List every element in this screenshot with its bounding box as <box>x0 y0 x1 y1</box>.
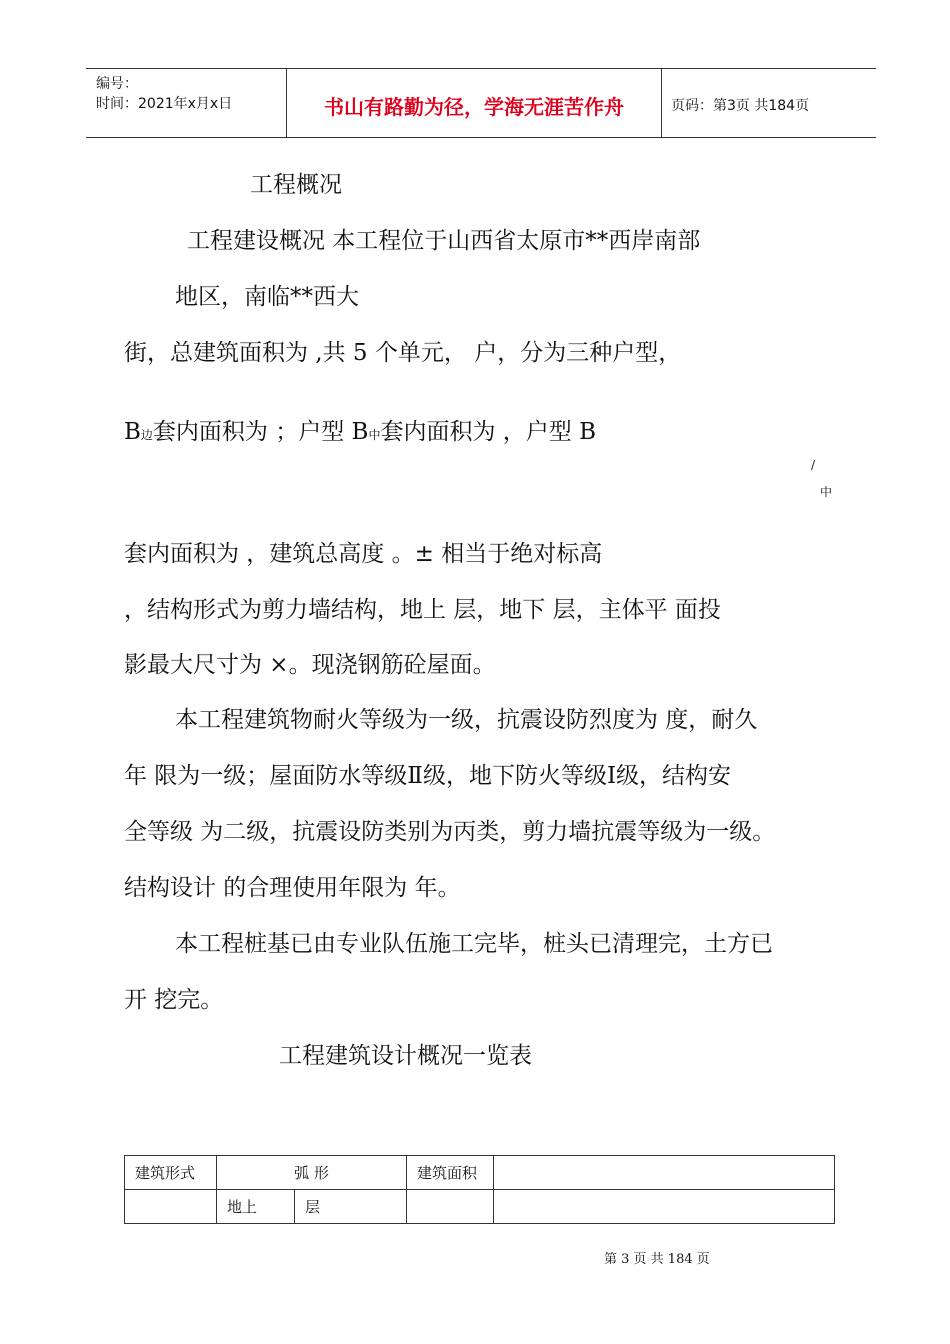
paragraph-line: 年 限为一级；屋面防水等级Ⅱ级，地下防火等级Ⅰ级，结构安 <box>124 763 732 789</box>
design-overview-table <box>124 1155 835 1224</box>
paragraph-line: 开 挖完。 <box>124 987 224 1013</box>
header-page-cell <box>661 69 876 137</box>
margin-zhong-mark: 中 <box>820 485 833 499</box>
paragraph-line: 结构设计 的合理使用年限为 年。 <box>124 875 461 901</box>
document-number-label: 编号： <box>96 76 138 92</box>
unit-type-b: B <box>124 419 141 445</box>
paragraph-line: 地区，南临**西大 <box>175 284 359 310</box>
header-left-cell <box>86 69 286 137</box>
table-row <box>125 1190 835 1224</box>
page-header <box>86 68 876 138</box>
unit-type-b-subscript: 中 <box>368 428 381 442</box>
table-cell: 地上 <box>217 1190 295 1224</box>
page-footer: 第 3 页 共 184 页 <box>604 1252 710 1267</box>
paragraph-line: 套内面积为 ，建筑总高度 。± 相当于绝对标高 <box>124 541 603 567</box>
paragraph-line-unit-types <box>124 417 596 450</box>
unit-type-text: 套内面积为 ，户型 B <box>380 419 596 445</box>
table-cell: 弧 形 <box>217 1156 407 1190</box>
table-cell: 建筑形式 <box>125 1156 217 1190</box>
unit-type-text: 套内面积为 ；户型 B <box>152 419 369 445</box>
document-time-label: 时间：2021年x月x日 <box>96 96 233 112</box>
table-row <box>125 1156 835 1190</box>
paragraph-line: 本工程桩基已由专业队伍施工完毕，桩头已清理完，土方已 <box>175 931 773 957</box>
table-cell <box>494 1190 835 1224</box>
table-cell <box>494 1156 835 1190</box>
unit-type-b-subscript: 边 <box>140 428 153 442</box>
paragraph-line: 工程建设概况 本工程位于山西省太原市**西岸南部 <box>187 228 701 254</box>
margin-slash-mark: / <box>811 458 816 472</box>
paragraph-line: 全等级 为二级，抗震设防类别为丙类，剪力墙抗震等级为一级。 <box>124 819 776 845</box>
header-motto-cell <box>286 69 662 137</box>
header-page-label: 页码：第3页 共184页 <box>671 98 810 114</box>
paragraph-line: 街，总建筑面积为 ,共 5 个单元， 户，分为三种户型， <box>124 340 682 366</box>
table-cell: 建筑面积 <box>407 1156 494 1190</box>
table-cell: 层 <box>295 1190 407 1224</box>
header-motto: 书山有路勤为径，学海无涯苦作舟 <box>324 95 624 119</box>
section-heading: 工程概况 <box>250 172 342 198</box>
paragraph-line: ，结构形式为剪力墙结构，地上 层，地下 层，主体平 面投 <box>124 597 721 623</box>
table-title: 工程建筑设计概况一览表 <box>279 1043 532 1069</box>
table-cell <box>407 1190 494 1224</box>
paragraph-line: 本工程建筑物耐火等级为一级，抗震设防烈度为 度，耐久 <box>175 707 758 733</box>
paragraph-line: 影最大尺寸为 ×。现浇钢筋砼屋面。 <box>124 652 496 678</box>
table-cell <box>125 1190 217 1224</box>
